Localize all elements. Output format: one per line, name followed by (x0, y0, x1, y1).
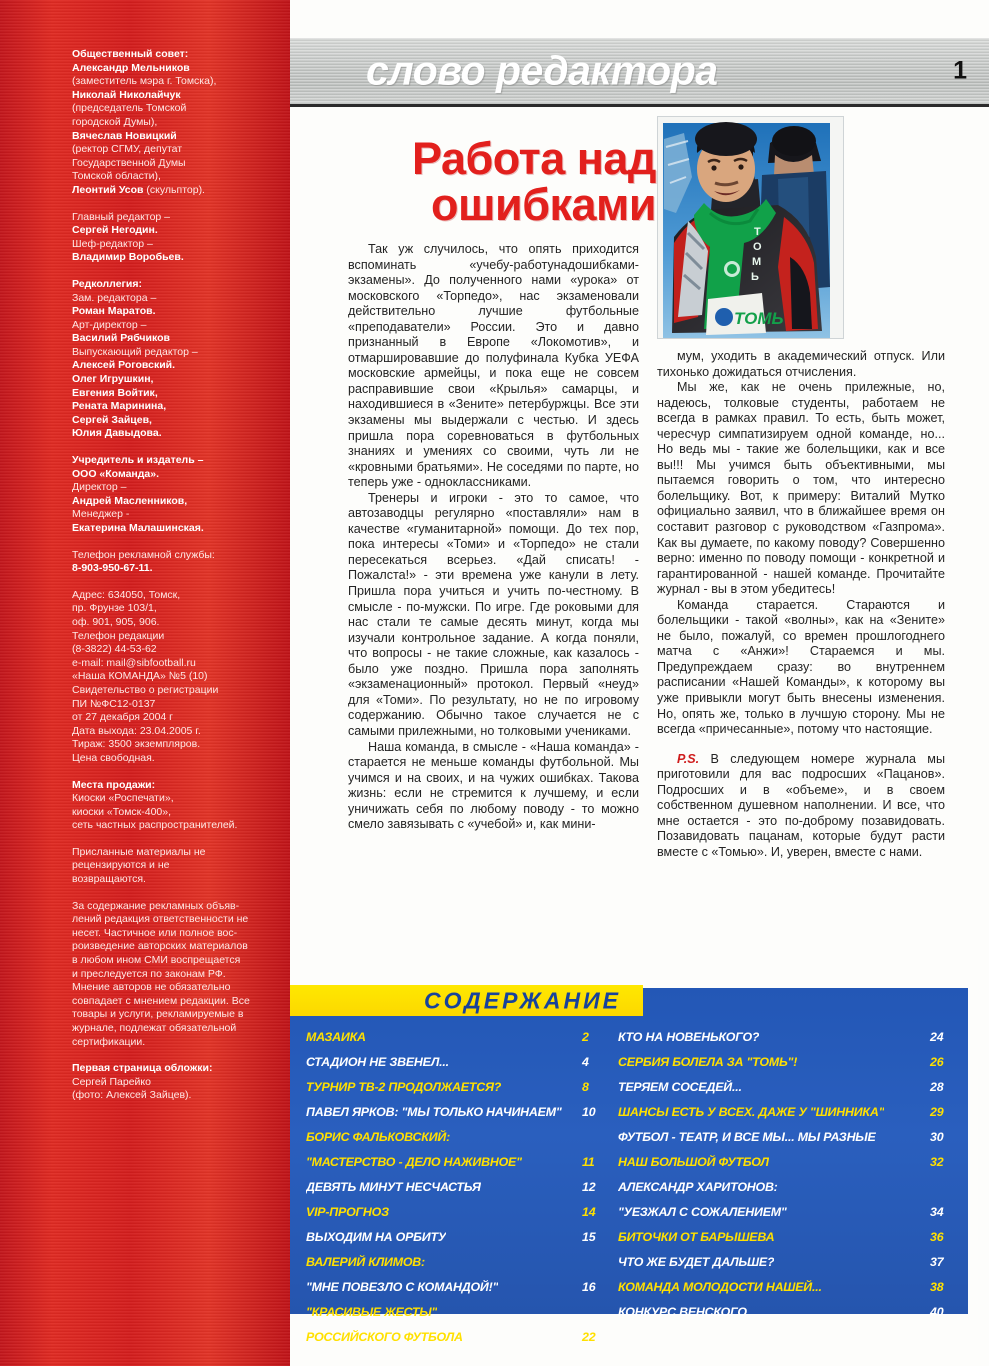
imprint-line (72, 968, 268, 982)
imprint-line-text: Государственной Думы (72, 156, 186, 169)
contents-item-title: РОССИЙСКОГО ФУТБОЛА (306, 1330, 463, 1344)
contents-item-title: СЕРБИЯ БОЛЕЛА ЗА "ТОМЬ"! (618, 1055, 798, 1069)
contents-item-page: 36 (930, 1230, 944, 1244)
contents-item-title: ЧТО ЖЕ БУДЕТ ДАЛЬШЕ? (618, 1255, 775, 1269)
imprint-line (72, 859, 268, 873)
imprint-line-text: Евгения Войтик, (72, 386, 158, 399)
imprint-line (72, 725, 268, 739)
article-headline-line2: ошибками (431, 179, 656, 230)
imprint-line (72, 238, 268, 252)
imprint-line (72, 62, 268, 76)
imprint-line-text: Тираж: 3500 экземпляров. (72, 738, 201, 751)
imprint-line-text: Леонтий Усов (72, 183, 144, 196)
imprint-line (72, 319, 268, 333)
contents-item-title: ТУРНИР ТВ-2 ПРОДОЛЖАЕТСЯ? (306, 1080, 502, 1094)
contents-item[interactable] (618, 1230, 952, 1255)
imprint-line-text: Киоски «Роспечати», (72, 792, 174, 805)
contents-item-page: 34 (930, 1205, 944, 1219)
imprint-line (72, 332, 268, 346)
imprint-line-text: сертификации. (72, 1035, 146, 1048)
contents-item-title: БИТОЧКИ ОТ БАРЫШЕВА (618, 1230, 775, 1244)
contents-item-page: 32 (930, 1155, 944, 1169)
contents-item-page: 29 (930, 1105, 944, 1119)
imprint-line (72, 900, 268, 914)
imprint-block (72, 454, 268, 536)
contents-item-page: 40 (930, 1305, 944, 1319)
article-photo (657, 116, 844, 339)
imprint-line (72, 806, 268, 820)
imprint-line (72, 130, 268, 144)
imprint-block (72, 900, 268, 1050)
imprint-line (72, 1076, 268, 1090)
contents-item[interactable] (618, 1130, 952, 1155)
imprint-line-text: товары и услуги, рекламируемые в (72, 1008, 244, 1021)
imprint-line (72, 481, 268, 495)
imprint-line (72, 630, 268, 644)
imprint-line (72, 48, 268, 62)
imprint-line-text: киоски «Томск-400», (72, 805, 172, 818)
contents-item-title: АЛЕКСАНДР ХАРИТОНОВ: (618, 1180, 778, 1194)
postscript-label: P.S. (677, 751, 700, 766)
contents-panel (290, 988, 968, 1344)
imprint-line-text: Присланные материалы не (72, 845, 206, 858)
contents-item[interactable] (306, 1105, 606, 1130)
imprint-line-text: Цена свободная. (72, 751, 155, 764)
imprint-line (72, 75, 268, 89)
imprint-line (72, 468, 268, 482)
imprint-sidebar (0, 0, 290, 1366)
contents-item[interactable] (618, 1080, 952, 1105)
imprint-line (72, 589, 268, 603)
imprint-line-text: Зам. редактора – (72, 291, 157, 304)
imprint-line (72, 116, 268, 130)
imprint-line-text: Николай Николайчук (72, 88, 181, 101)
imprint-line-text: совпадает с мнением редакции. Все (72, 994, 250, 1007)
imprint-line-text: Сергей Зайцев, (72, 413, 152, 426)
imprint-line (72, 157, 268, 171)
contents-item[interactable] (306, 1130, 606, 1155)
imprint-line-text: роизведение авторских материалов (72, 940, 248, 953)
imprint-line (72, 170, 268, 184)
imprint-block (72, 211, 268, 265)
imprint-line (72, 752, 268, 766)
article-headline-line1: Работа над (412, 133, 656, 184)
imprint-line-text: Шеф-редактор – (72, 237, 153, 250)
imprint-line-text: Адрес: 634050, Томск, (72, 588, 181, 601)
fan-in-scarf-photo (658, 117, 843, 338)
imprint-line-text: Учредитель и издатель – (72, 454, 204, 467)
contents-item-page: 4 (582, 1055, 589, 1069)
contents-item-title: "КРАСИВЫЕ ЖЕСТЫ" (306, 1305, 438, 1319)
imprint-line (72, 387, 268, 401)
article-paragraph: Наша команда, в смысле - «Наша команда» - старается не меньше команды футбольной. Мы учимся и на своих, и на чужих ошибках. Такова жизнь: если не стремится к лучшему, и если уничижать себя по любому поводу - то можно смело завязывать с «учебой» и, как мини- (348, 739, 639, 832)
imprint-line-text: Юлия Давыдова. (72, 427, 162, 440)
imprint-line (72, 373, 268, 387)
imprint-line (72, 278, 268, 292)
contents-item[interactable] (618, 1155, 952, 1180)
imprint-line-text: «Наша КОМАНДА» №5 (10) (72, 670, 208, 683)
imprint-line (72, 643, 268, 657)
svg-text:Ь: Ь (751, 271, 759, 283)
svg-text:О: О (753, 241, 762, 253)
imprint-line (72, 143, 268, 157)
contents-item-title: "УЕЗЖАЛ С СОЖАЛЕНИЕМ" (618, 1205, 787, 1219)
contents-item[interactable] (618, 1180, 952, 1205)
imprint-line (72, 940, 268, 954)
imprint-line (72, 359, 268, 373)
contents-item-page: 8 (582, 1080, 589, 1094)
imprint-line (72, 670, 268, 684)
imprint-line-text: (8-3822) 44-53-62 (72, 643, 157, 656)
contents-item-page: 24 (930, 1030, 944, 1044)
section-title: слово редактора (366, 47, 718, 94)
imprint-line (72, 184, 268, 198)
imprint-line (72, 292, 268, 306)
contents-item-page: 16 (582, 1280, 596, 1294)
contents-item-title: ВАЛЕРИЙ КЛИМОВ: (306, 1255, 425, 1269)
imprint-line (72, 522, 268, 536)
imprint-line-text: Томской области), (72, 170, 161, 183)
imprint-line (72, 211, 268, 225)
contents-item-title: ДЕВЯТЬ МИНУТ НЕСЧАСТЬЯ (306, 1180, 481, 1194)
imprint-line (72, 224, 268, 238)
imprint-block (72, 779, 268, 833)
article-postscript (657, 752, 945, 861)
imprint-line-text: Андрей Масленников, (72, 494, 188, 507)
imprint-line (72, 684, 268, 698)
imprint-line-text: в любом ином СМИ воспрещается (72, 954, 241, 967)
section-header-bar (290, 38, 989, 107)
imprint-line (72, 251, 268, 265)
imprint-line-text: Мнение авторов не обязательно (72, 981, 231, 994)
imprint-line-text: возвращаются. (72, 873, 146, 886)
svg-text:М: М (752, 256, 762, 268)
contents-item-title: "МАСТЕРСТВО - ДЕЛО НАЖИВНОЕ" (306, 1155, 522, 1169)
imprint-line-suffix: (скульптор). (143, 183, 205, 196)
imprint-line (72, 873, 268, 887)
article-paragraph: мум, уходить в академический отпуск. Или тихонько дожидаться отчисления. (657, 349, 945, 379)
imprint-line (72, 102, 268, 116)
imprint-line-text: несет. Частичное или полное вос- (72, 926, 238, 939)
article-column-right (657, 349, 945, 861)
imprint-line (72, 1022, 268, 1036)
contents-item-title: СТАДИОН НЕ ЗВЕНЕЛ... (306, 1055, 449, 1069)
contents-item-title: КОНКУРС ВЕНСКОГО (618, 1305, 747, 1319)
imprint-line-text: Дата выхода: 23.04.2005 г. (72, 724, 201, 737)
imprint-line-text: и преследуется по законам РФ. (72, 967, 226, 980)
imprint-line (72, 1008, 268, 1022)
contents-item-title: НАШ БОЛЬШОЙ ФУТБОЛ (618, 1155, 769, 1169)
imprint-line-text: рецензируются и не (72, 859, 170, 872)
imprint-line (72, 305, 268, 319)
contents-item[interactable] (618, 1305, 952, 1330)
article-column-left (348, 242, 639, 833)
contents-item[interactable] (618, 1205, 952, 1230)
imprint-block (72, 278, 268, 441)
imprint-line (72, 414, 268, 428)
contents-item-page: 30 (930, 1130, 944, 1144)
imprint-line (72, 508, 268, 522)
imprint-line (72, 562, 268, 576)
imprint-line (72, 1036, 268, 1050)
imprint-line-text: городской Думы), (72, 115, 158, 128)
imprint-line (72, 779, 268, 793)
imprint-block (72, 549, 268, 576)
article-paragraph: Команда старается. Стараются и болельщики - такой «волны», как на «Зените» не было, пожалуй, со времен прошлогоднего матча с «Анжи»! Стараемся и мы. Предупреждаем сразу: во внутреннем расписании «Нашей Команды», к которому вы уже привыкли могут быть внесены изменения. Но, опять же, только в лучшую сторону. Мы не всегда «причесанные», потому что настоящие. (657, 597, 945, 737)
imprint-line (72, 427, 268, 441)
imprint-line-text: Общественный совет: (72, 48, 189, 60)
page-number: 1 (953, 56, 967, 85)
contents-item-title: VIP-ПРОГНОЗ (306, 1205, 389, 1219)
imprint-line-text: оф. 901, 905, 906. (72, 615, 160, 628)
imprint-line-text: Первая страница обложки: (72, 1062, 213, 1075)
imprint-line-text: (фото: Алексей Зайцев). (72, 1089, 192, 1102)
contents-item[interactable] (306, 1055, 606, 1080)
imprint-line-text: Свидетельство о регистрации (72, 683, 219, 696)
svg-text:Т: Т (754, 226, 761, 238)
contents-item[interactable] (618, 1030, 952, 1055)
imprint-line-text: Арт-директор – (72, 318, 147, 331)
imprint-line-text: Директор – (72, 481, 127, 494)
contents-item-page: 26 (930, 1055, 944, 1069)
imprint-line (72, 657, 268, 671)
imprint-line-text: Выпускающий редактор – (72, 345, 198, 358)
contents-item[interactable] (306, 1180, 606, 1205)
contents-item[interactable] (306, 1255, 606, 1280)
imprint-block (72, 846, 268, 887)
imprint-line (72, 549, 268, 563)
imprint-block (72, 48, 268, 198)
article-headline (336, 133, 656, 230)
contents-item-title: ПАВЕЛ ЯРКОВ: "МЫ ТОЛЬКО НАЧИНАЕМ" (306, 1105, 562, 1119)
contents-item-page: 22 (582, 1330, 596, 1344)
article-paragraph: Тренеры и игроки - это то самое, что автозаводцы регулярно «поставляли» нам в качестве «гуманитарной» помощи. До тех пор, пока интересы «Томи» и «Торпедо» не стали пересекаться всерьез. «Дай списать! - Пожалста!» - эти времена уже канули в лету. Пришла пора учиться и учить по-честному. В смысле - по-мужски. По игре. Где роковыми для нас стали те самые десять минут, когда мы изучали контрольное задание. А когда поняли, что вопросы - не такие сложные, как казалось - было уже поздно. Пришла пора заполнять «экзаменационный» протокол. Первый «неуд» для «Томи». По результату, но не по игровому содержанию. Обычно такое случается не с самыми прилежными, но толковыми учениками. (348, 490, 639, 738)
contents-item[interactable] (306, 1280, 606, 1305)
imprint-line (72, 89, 268, 103)
imprint-line (72, 819, 268, 833)
contents-item[interactable] (306, 1155, 606, 1180)
article-paragraph: Мы же, как не очень прилежные, но, надеюсь, толковые студенты, работаем не всегда в рамках правил. То есть, быть может, чересчур симпатизируем одной команде, но... Но ведь мы - такие же болельщики, как и все вы!!! Мы учимся быть объективными, мы пытаемся говорить о том, что интересно болельщику. Вот, к примеру: Виталий Мутко официально заявил, что в ближайшее время он составит разговор с руководством «Газпрома». Как вы думаете, по какому поводу? Совершенно верно: именно по поводу помощи - конкретной и гарантированной - нашей команде. Прочитайте журнал - вы в этом убедитесь! (657, 380, 945, 597)
contents-item-page: 15 (582, 1230, 596, 1244)
imprint-text-block (72, 48, 268, 1116)
imprint-line (72, 981, 268, 995)
imprint-line (72, 616, 268, 630)
imprint-line-text: (председатель Томской (72, 102, 187, 115)
imprint-line-text: Олег Игрушкин, (72, 373, 154, 386)
imprint-line-text: ПИ №ФС12-0137 (72, 697, 156, 710)
article-paragraph: Так уж случилось, что опять приходится вспоминать «учебу-работунадошибками-экзамены». До полученного нами «урока» от московского «Торпедо», нас экзаменовали действительно лучшие футбольные «преподаватели» России. Это и давно признанный в Европе «Локомотив», и отмаршировавшие до полуфинала Кубка УЕФА московские армейцы, и пока еще не совсем расправившие свои «Крылья» самарцы, и находившиеся в «Зените» петербуржцы. Все эти экзамены мы выдержали с честью. И здесь пришла пора соревноваться в футбольных знаниях и умениях со своими, чуть ли не «кровными братьями». Не соседями по парте, но теперь уже - одноклассниками. (348, 242, 639, 490)
contents-item-title: ТЕРЯЕМ СОСЕДЕЙ... (618, 1080, 742, 1094)
contents-item[interactable] (306, 1230, 606, 1255)
contents-item-title: БОРИС ФАЛЬКОВСКИЙ: (306, 1130, 451, 1144)
imprint-line (72, 792, 268, 806)
svg-text:ТОМЬ: ТОМЬ (734, 309, 784, 328)
contents-item-title: КОМАНДА МОЛОДОСТИ НАШЕЙ... (618, 1280, 822, 1294)
contents-item-page: 38 (930, 1280, 944, 1294)
imprint-line-text: Василий Рябчиков (72, 332, 170, 345)
imprint-line-text: Менеджер - (72, 508, 130, 521)
imprint-line (72, 602, 268, 616)
contents-item-page: 11 (582, 1155, 595, 1169)
contents-item-title: ШАНСЫ ЕСТЬ У ВСЕХ. ДАЖЕ У "ШИННИКА" (618, 1105, 885, 1119)
imprint-line-text: Екатерина Малашинская. (72, 522, 204, 534)
imprint-line (72, 1062, 268, 1076)
imprint-line-text: от 27 декабря 2004 г (72, 711, 174, 724)
imprint-line-text: журнале, подлежат обязательной (72, 1022, 237, 1034)
imprint-block (72, 589, 268, 766)
imprint-line (72, 400, 268, 414)
imprint-line (72, 698, 268, 712)
imprint-line-text: 8-903-950-67-11. (72, 562, 153, 575)
imprint-line-text: Сергей Негодин. (72, 224, 158, 237)
imprint-line (72, 954, 268, 968)
contents-item[interactable] (306, 1330, 606, 1355)
contents-banner (290, 985, 643, 1016)
imprint-line-text: (ректор СГМУ, депутат (72, 143, 183, 156)
imprint-line-text: Александр Мельников (72, 61, 190, 74)
imprint-line-text: Сергей Парейко (72, 1075, 151, 1088)
imprint-line-text: Алексей Роговский. (72, 359, 176, 372)
contents-item-page: 12 (582, 1180, 596, 1194)
contents-item[interactable] (618, 1105, 952, 1130)
imprint-line (72, 738, 268, 752)
contents-banner-title: СОДЕРЖАНИЕ (423, 987, 621, 1013)
imprint-line (72, 1089, 268, 1103)
contents-item-page: 10 (582, 1105, 596, 1119)
contents-item-title: "МНЕ ПОВЕЗЛО С КОМАНДОЙ!" (306, 1280, 499, 1294)
imprint-line-text: лений редакция ответственности не (72, 913, 249, 926)
imprint-line-text: За содержание рекламных объяв- (72, 899, 240, 912)
imprint-line-text: ООО «Команда». (72, 467, 160, 480)
imprint-line (72, 927, 268, 941)
imprint-line (72, 711, 268, 725)
contents-item-title: ФУТБОЛ - ТЕАТР, И ВСЕ МЫ... МЫ РАЗНЫЕ (618, 1130, 876, 1144)
imprint-line (72, 846, 268, 860)
contents-item[interactable] (618, 1055, 952, 1080)
contents-list-right (618, 1030, 952, 1330)
contents-item-page: 14 (582, 1205, 596, 1219)
imprint-line (72, 454, 268, 468)
contents-item[interactable] (306, 1080, 606, 1105)
imprint-line (72, 495, 268, 509)
imprint-line-text: Вячеслав Новицкий (72, 129, 177, 142)
contents-item-title: КТО НА НОВЕНЬКОГО? (618, 1030, 760, 1044)
contents-item[interactable] (306, 1205, 606, 1230)
contents-item-title: МАЗАИКА (306, 1030, 366, 1044)
contents-item-page: 2 (582, 1030, 589, 1044)
imprint-line-text: пр. Фрунзе 103/1, (72, 602, 157, 615)
imprint-line (72, 913, 268, 927)
imprint-line-text: Места продажи: (72, 778, 156, 791)
imprint-line-text: Роман Маратов. (72, 305, 156, 318)
contents-list-left (306, 1030, 606, 1355)
contents-item-title: ВЫХОДИМ НА ОРБИТУ (306, 1230, 447, 1244)
contents-item-page: 28 (930, 1080, 944, 1094)
contents-item[interactable] (618, 1255, 952, 1280)
contents-item[interactable] (306, 1030, 606, 1055)
imprint-line-text: Телефон редакции (72, 629, 165, 642)
contents-item-page: 37 (930, 1255, 944, 1269)
postscript-text: В следующем номере журнала мы приготовили для вас подросших «Пацанов». Подросших и в «объеме», и в своем собственном душевном наполнении. И все, что мне остается - это по-доброму позавидовать. Позавидовать пацанам, которые будут расти вместе с «Томью». И, уверен, вместе с нами. (657, 751, 945, 859)
imprint-line-text: Редколлегия: (72, 277, 143, 290)
imprint-line-text: (заместитель мэра г. Томска), (72, 75, 217, 88)
imprint-line-text: Владимир Воробьев. (72, 251, 184, 264)
imprint-line-text: e-mail: mail@sibfootball.ru (72, 656, 196, 669)
contents-item[interactable] (618, 1280, 952, 1305)
imprint-line-text: Главный редактор – (72, 210, 171, 223)
imprint-line-text: Телефон рекламной службы: (72, 548, 215, 561)
imprint-line-text: сеть частных распространителей. (72, 819, 238, 832)
imprint-block (72, 1062, 268, 1103)
imprint-line (72, 995, 268, 1009)
imprint-line-text: Рената Маринина, (72, 400, 167, 413)
contents-item[interactable] (306, 1305, 606, 1330)
imprint-line (72, 346, 268, 360)
